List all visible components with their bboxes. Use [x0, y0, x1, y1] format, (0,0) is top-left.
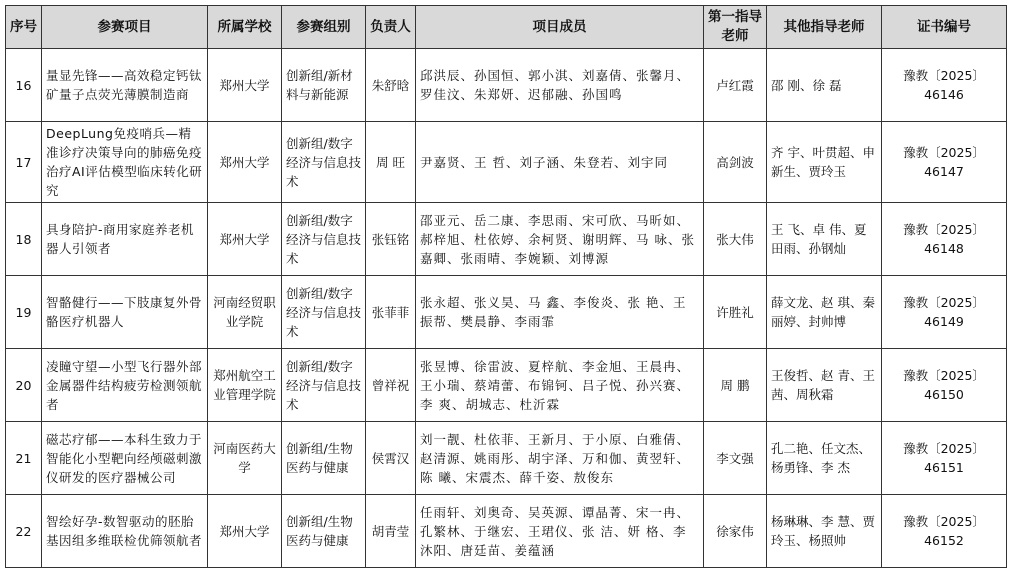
cell-other-advisors: 王 飞、卓 伟、夏田雨、孙钢灿 [767, 203, 882, 276]
cell-group: 创新组/新材料与新能源 [282, 49, 366, 122]
cell-first-advisor: 高剑波 [704, 122, 767, 203]
cell-leader: 朱舒晗 [366, 49, 416, 122]
header-school: 所属学校 [208, 6, 282, 49]
header-group: 参赛组别 [282, 6, 366, 49]
table-row [6, 349, 1007, 422]
cell-first-advisor: 徐家伟 [704, 495, 767, 568]
cell-cert: 豫教〔2025〕46149 [882, 276, 1007, 349]
header-no: 序号 [6, 6, 42, 49]
cell-group: 创新组/生物医药与健康 [282, 495, 366, 568]
cell-project: 具身陪护-商用家庭养老机器人引领者 [42, 203, 208, 276]
cell-school: 郑州航空工业管理学院 [208, 349, 282, 422]
cell-no: 18 [6, 203, 42, 276]
cell-other-advisors: 孔二艳、任文杰、杨勇锋、李 杰 [767, 422, 882, 495]
cell-members: 邱洪辰、孙国恒、郭小淇、刘嘉倩、张馨月、罗佳汶、朱郑妍、迟郁融、孙国鸣 [416, 49, 704, 122]
cell-group: 创新组/生物医药与健康 [282, 422, 366, 495]
header-leader: 负责人 [366, 6, 416, 49]
header-members: 项目成员 [416, 6, 704, 49]
cell-school: 郑州大学 [208, 203, 282, 276]
header-cert: 证书编号 [882, 6, 1007, 49]
cell-project: 磁芯疗郁——本科生致力于智能化小型靶向经颅磁刺激仪研发的医疗器械公司 [42, 422, 208, 495]
cell-members: 邵亚元、岳二康、李思雨、宋可欣、马昕如、郝梓旭、杜依婷、余柯贤、谢明辉、马 咏、张嘉卿、张雨晴、李婉颖、刘博源 [416, 203, 704, 276]
cell-first-advisor: 许胜礼 [704, 276, 767, 349]
cell-leader: 胡青莹 [366, 495, 416, 568]
award-table [5, 5, 1007, 568]
cell-cert: 豫教〔2025〕46148 [882, 203, 1007, 276]
cell-leader: 周 旺 [366, 122, 416, 203]
cell-members: 张永超、张义昊、马 鑫、李俊炎、张 艳、王振帮、樊晨静、李雨霏 [416, 276, 704, 349]
cell-leader: 张钰铭 [366, 203, 416, 276]
cell-no: 20 [6, 349, 42, 422]
cell-other-advisors: 杨琳琳、李 慧、贾玲玉、杨照帅 [767, 495, 882, 568]
cell-project: 凌瞳守望—小型飞行器外部金属器件结构疲劳检测领航者 [42, 349, 208, 422]
cell-group: 创新组/数字经济与信息技术 [282, 276, 366, 349]
cell-cert: 豫教〔2025〕46150 [882, 349, 1007, 422]
cell-members: 张昱博、徐雷波、夏梓航、李金旭、王晨冉、王小瑞、蔡靖蕾、布锦钶、吕子悦、孙兴赛、李 爽、胡城志、杜沂霖 [416, 349, 704, 422]
cell-other-advisors: 薛文龙、赵 琪、秦丽婷、封帅博 [767, 276, 882, 349]
cell-no: 16 [6, 49, 42, 122]
cell-other-advisors: 齐 宇、叶贯超、申新生、贾玲玉 [767, 122, 882, 203]
cell-cert: 豫教〔2025〕46152 [882, 495, 1007, 568]
cell-cert: 豫教〔2025〕46146 [882, 49, 1007, 122]
cell-no: 17 [6, 122, 42, 203]
cell-project: 量显先锋——高效稳定钙钛矿量子点荧光薄膜制造商 [42, 49, 208, 122]
cell-other-advisors: 邵 刚、徐 磊 [767, 49, 882, 122]
header-first-advisor: 第一指导老师 [704, 6, 767, 49]
table-row [6, 203, 1007, 276]
table-header-row [6, 6, 1007, 49]
cell-project: 智绘好孕-数智驱动的胚胎基因组多维联检优筛领航者 [42, 495, 208, 568]
cell-leader: 张菲菲 [366, 276, 416, 349]
cell-school: 郑州大学 [208, 49, 282, 122]
cell-group: 创新组/数字经济与信息技术 [282, 203, 366, 276]
table-row [6, 122, 1007, 203]
cell-cert: 豫教〔2025〕46151 [882, 422, 1007, 495]
cell-members: 尹嘉贤、王 哲、刘子涵、朱登若、刘宇同 [416, 122, 704, 203]
table-row [6, 49, 1007, 122]
table-row [6, 276, 1007, 349]
cell-cert: 豫教〔2025〕46147 [882, 122, 1007, 203]
cell-no: 19 [6, 276, 42, 349]
cell-school: 河南经贸职业学院 [208, 276, 282, 349]
cell-group: 创新组/数字经济与信息技术 [282, 349, 366, 422]
cell-school: 郑州大学 [208, 495, 282, 568]
cell-project: 智骼健行——下肢康复外骨骼医疗机器人 [42, 276, 208, 349]
cell-first-advisor: 李文强 [704, 422, 767, 495]
cell-members: 任雨轩、刘奥奇、吴英源、谭晶菁、宋一冉、孔繁林、于继宏、王珺仪、张 洁、妍 格、李沐阳、唐廷苗、姜蕴涵 [416, 495, 704, 568]
cell-leader: 曾祥祝 [366, 349, 416, 422]
table-row [6, 422, 1007, 495]
cell-first-advisor: 周 鹏 [704, 349, 767, 422]
header-other-advisors: 其他指导老师 [767, 6, 882, 49]
cell-group: 创新组/数字经济与信息技术 [282, 122, 366, 203]
table-row [6, 495, 1007, 568]
cell-school: 郑州大学 [208, 122, 282, 203]
cell-project: DeepLung免疫哨兵—精准诊疗决策导向的肺癌免疫治疗AI评估模型临床转化研究 [42, 122, 208, 203]
cell-first-advisor: 卢红霞 [704, 49, 767, 122]
header-project: 参赛项目 [42, 6, 208, 49]
cell-members: 刘一靓、杜依菲、王新月、于小原、白雅倩、赵清源、姚雨彤、胡宇泽、万和伽、黄翌轩、陈 曦、宋震杰、薛千姿、敖俊东 [416, 422, 704, 495]
cell-first-advisor: 张大伟 [704, 203, 767, 276]
cell-no: 22 [6, 495, 42, 568]
cell-leader: 侯霄汉 [366, 422, 416, 495]
cell-school: 河南医药大学 [208, 422, 282, 495]
cell-no: 21 [6, 422, 42, 495]
cell-other-advisors: 王俊哲、赵 青、王 茜、周秋霜 [767, 349, 882, 422]
